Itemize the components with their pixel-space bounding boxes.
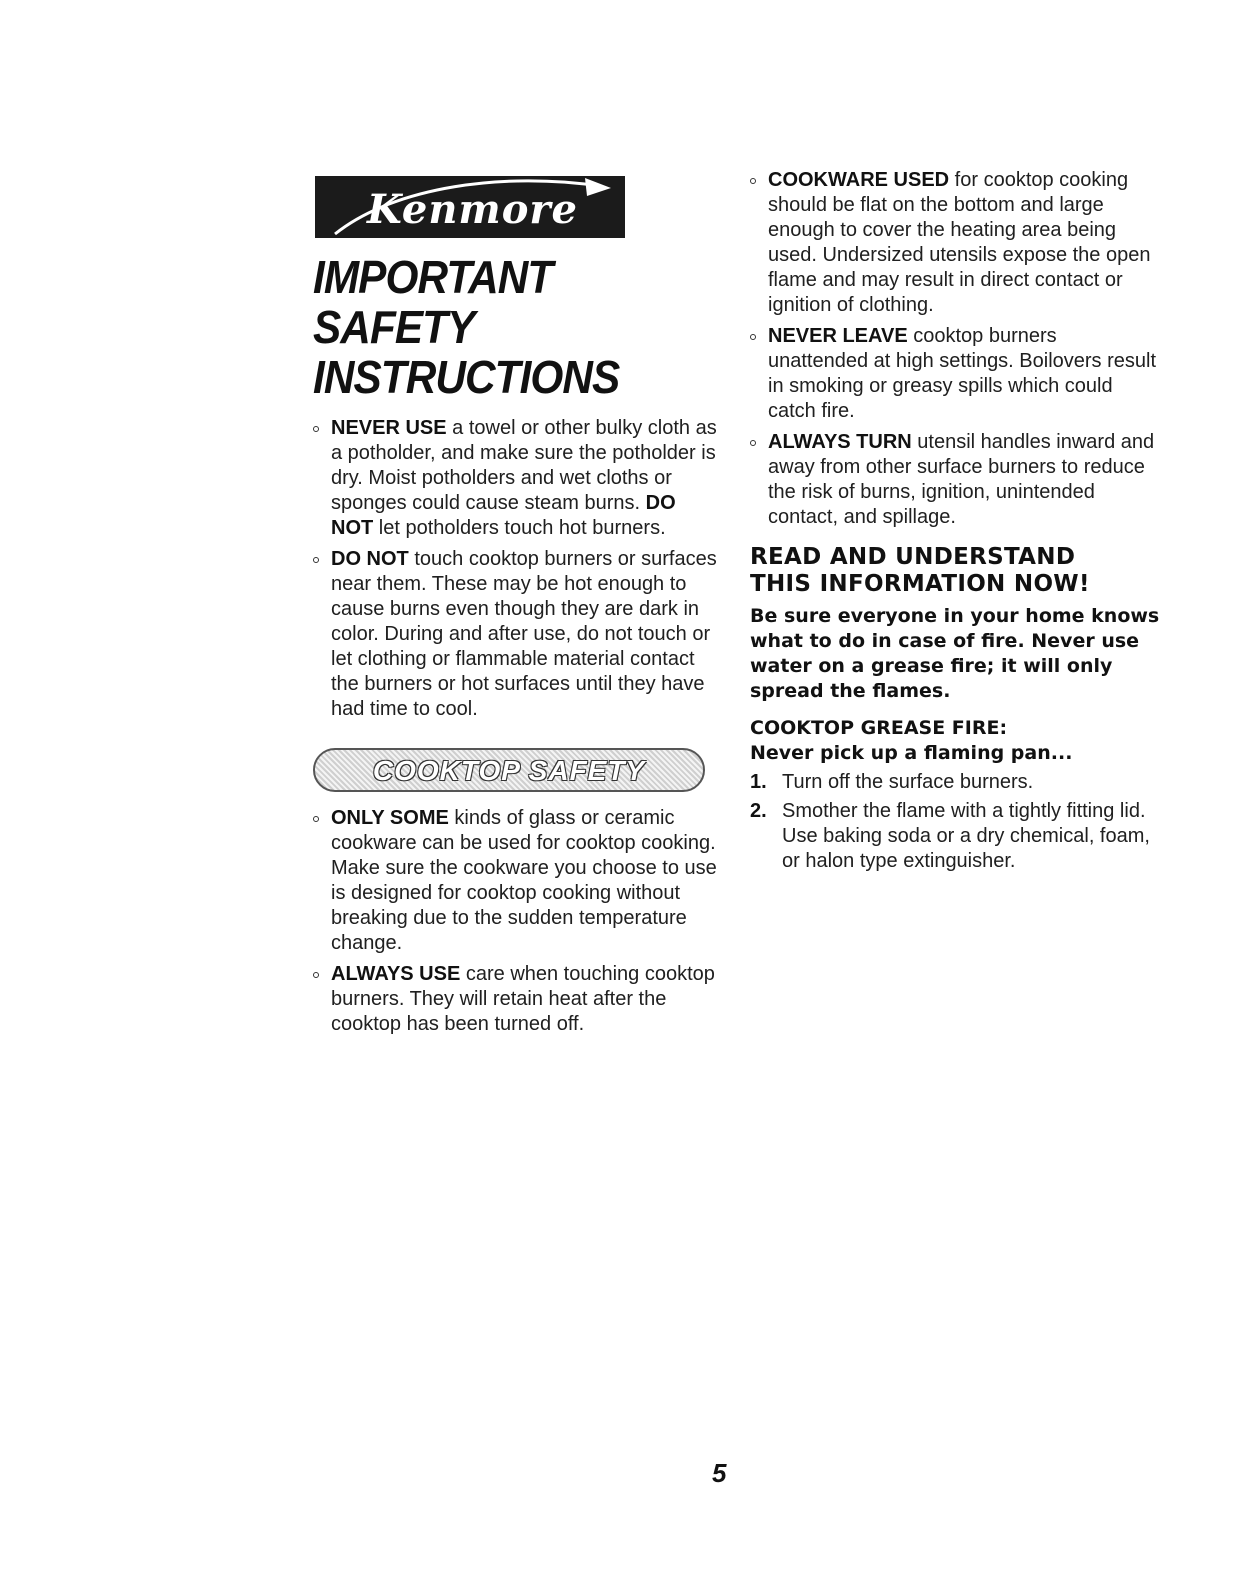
bullet-always-turn bbox=[750, 430, 1160, 530]
bullet-cookware-used bbox=[750, 168, 1160, 318]
fire-warning-paragraph: Be sure everyone in your home knows what to do in case of fire. Never use water on a grease fire; it will only spread the flames. bbox=[750, 605, 1160, 702]
bullet-icon bbox=[750, 334, 756, 340]
bullet-do-not bbox=[313, 547, 718, 722]
grease-fire-heading: COOKTOP GREASE FIRE: bbox=[750, 717, 1008, 739]
bullet-icon bbox=[750, 440, 756, 446]
bullet-text: for cooktop cooking should be flat on the bottom and large enough to cover the heating area being used. Undersized utensils expose the open flame and may result in direct contact or ignition of clothing. bbox=[768, 169, 1151, 316]
bullet-text: cooktop burners unattended at high settings. Boilovers result in smoking or greasy spills which could catch fire. bbox=[768, 325, 1157, 422]
step-item bbox=[750, 799, 1160, 874]
bullet-keyword-2: DO NOT bbox=[331, 492, 676, 539]
bullet-text: utensil handles inward and away from other surface burners to reduce the risk of burns, ignition, unintended contact, and spillage. bbox=[768, 431, 1155, 528]
bullet-keyword: DO NOT bbox=[331, 548, 409, 570]
page-title bbox=[313, 252, 699, 402]
bullet-keyword: NEVER USE bbox=[331, 417, 447, 439]
step-text: Turn off the surface burners. bbox=[782, 771, 1034, 793]
bullet-keyword: COOKWARE USED bbox=[768, 169, 950, 191]
bullet-never-leave bbox=[750, 324, 1160, 424]
title-line-2: INSTRUCTIONS bbox=[313, 351, 620, 403]
read-understand-heading bbox=[750, 544, 1160, 598]
step-item bbox=[750, 770, 1160, 795]
bullet-text: care when touching cooktop burners. They will retain heat after the cooktop has been turned off. bbox=[331, 963, 715, 1035]
bullet-keyword: ALWAYS TURN bbox=[768, 431, 912, 453]
bullet-only-some bbox=[313, 806, 718, 956]
page-number: 5 bbox=[712, 1458, 727, 1488]
bullet-never-use bbox=[313, 416, 718, 541]
step-number: 1. bbox=[750, 771, 767, 793]
logo-text: Kenmore bbox=[367, 186, 578, 233]
bullet-icon bbox=[313, 816, 319, 822]
right-column bbox=[750, 168, 1160, 874]
step-number: 2. bbox=[750, 800, 767, 822]
banner-label: COOKTOP SAFETY bbox=[372, 755, 646, 786]
left-column bbox=[313, 168, 718, 1043]
bullet-text: touch cooktop burners or surfaces near them. These may be hot enough to cause burns even though they are dark in color. During and after use, do not touch or let clothing or flammable material contact the burners or hot surfaces until they have had time to cool. bbox=[331, 548, 717, 720]
bullet-text: a towel or other bulky cloth as a potholder, and make sure the potholder is dry. Moist potholders and wet cloths or sponges could cause steam burns. bbox=[331, 417, 717, 514]
bullet-text-2: let potholders touch hot burners. bbox=[373, 517, 666, 539]
bullet-icon bbox=[313, 972, 319, 978]
bullet-always-use bbox=[313, 962, 718, 1037]
bullet-text: kinds of glass or ceramic cookware can be used for cooktop cooking. Make sure the cookware you choose to use is designed for cooktop cooking without breaking due to the sudden temperature change. bbox=[331, 807, 717, 954]
heading-line-1: READ AND UNDERSTAND bbox=[750, 544, 1076, 570]
step-text: Smother the flame with a tightly fitting lid. Use baking soda or a dry chemical, foam, or halon type extinguisher. bbox=[782, 800, 1150, 872]
bullet-icon bbox=[313, 426, 319, 432]
cooktop-safety-banner bbox=[313, 748, 705, 792]
bullet-keyword: ALWAYS USE bbox=[331, 963, 461, 985]
bullet-icon bbox=[313, 557, 319, 563]
grease-fire-subheading: Never pick up a flaming pan... bbox=[750, 742, 1073, 764]
title-line-1: IMPORTANT SAFETY bbox=[313, 251, 553, 353]
kenmore-logo bbox=[315, 176, 625, 238]
bullet-icon bbox=[750, 178, 756, 184]
heading-line-2: THIS INFORMATION NOW! bbox=[750, 571, 1090, 597]
bullet-keyword: ONLY SOME bbox=[331, 807, 449, 829]
bullet-keyword: NEVER LEAVE bbox=[768, 325, 908, 347]
